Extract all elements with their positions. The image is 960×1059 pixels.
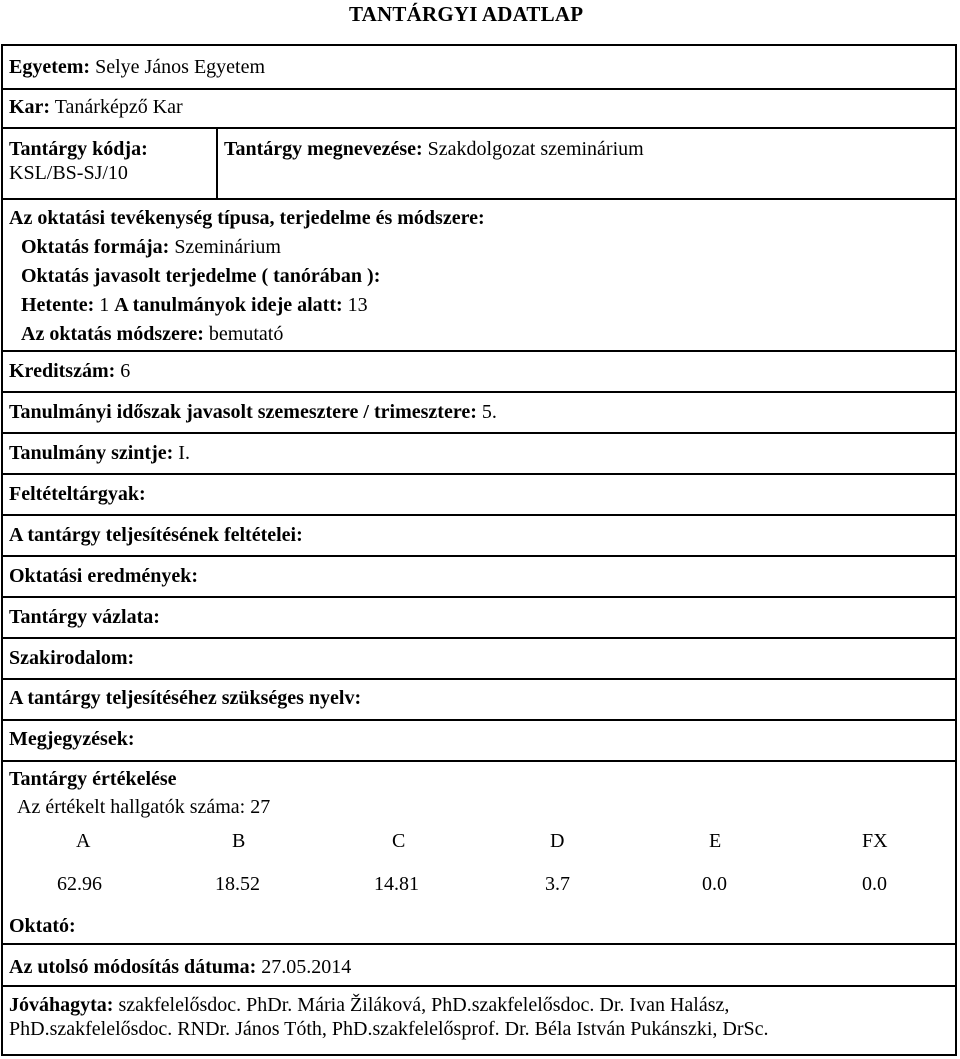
credits-field (1, 359, 130, 383)
semester-value: 5. (476, 401, 497, 423)
teaching-hours-line (21, 293, 485, 322)
total-label: A tanulmányok ideje alatt: (114, 294, 343, 316)
conditions-field (1, 523, 303, 547)
outcomes-field (1, 564, 198, 588)
method-value: bemutató (203, 323, 284, 345)
approved-label: Jóváhagyta: (9, 994, 114, 1016)
course-name-value: Szakdolgozat szeminárium (422, 138, 644, 160)
divider (1, 391, 957, 393)
weekly-label: Hetente: (21, 294, 95, 316)
grade-percentage: 0.0 (702, 873, 727, 895)
divider (1, 596, 957, 598)
divider (1, 432, 957, 434)
course-code-value: KSL/BS-SJ/10 (9, 162, 128, 184)
divider (1, 198, 957, 200)
grade-percentage: 18.52 (215, 873, 260, 895)
divider (1, 678, 957, 680)
university-field (1, 55, 265, 79)
weekly-value: 1 (94, 294, 115, 316)
grade-letter: C (392, 830, 406, 852)
divider (1, 127, 957, 129)
evaluation-heading: Tantárgy értékelése (9, 768, 177, 790)
course-code-field (1, 137, 148, 185)
grade-letter: D (550, 830, 565, 852)
divider (1, 88, 957, 90)
notes-field (1, 727, 135, 751)
grade-letter: B (232, 830, 246, 852)
teaching-section (1, 206, 485, 351)
semester-field (1, 400, 497, 424)
approved-value-line1: szakfelelősdoc. PhDr. Mária Žiláková, PhD.szakfelelősdoc. Dr. Ivan Halász, (113, 994, 730, 1016)
grade-percentage: 62.96 (57, 873, 102, 895)
literature-field (1, 646, 134, 670)
teaching-method-line (21, 322, 485, 351)
divider (1, 555, 957, 557)
course-code-label: Tantárgy kódja: (9, 138, 148, 160)
course-name-label: Tantárgy megnevezése: (224, 138, 423, 160)
method-label: Az oktatás módszere: (21, 323, 204, 345)
grade-letter: E (709, 830, 722, 852)
language-label: A tantárgy teljesítéséhez szükséges nyelv: (9, 687, 362, 709)
level-label: Tanulmány szintje: (9, 442, 174, 464)
teaching-scope-label: Oktatás javasolt terjedelme ( tanórában ): (21, 265, 381, 287)
literature-label: Szakirodalom: (9, 647, 135, 669)
teaching-form-label: Oktatás formája: (21, 236, 170, 258)
instructor-field (1, 914, 76, 938)
approved-field (1, 993, 949, 1041)
level-value: I. (173, 442, 190, 464)
language-field (1, 686, 361, 710)
evaluated-count: Az értékelt hallgatók száma: 27 (17, 796, 271, 818)
approved-value-line2: PhD.szakfelelősdoc. RNDr. János Tóth, PhD.szakfelelősprof. Dr. Béla István Pukánszki, DrSc. (9, 1018, 769, 1040)
grade-percentage: 0.0 (862, 873, 887, 895)
prerequisites-field (1, 482, 146, 506)
faculty-value: Tanárképző Kar (50, 96, 183, 118)
last-modified-label: Az utolsó módosítás dátuma: (9, 956, 257, 978)
semester-label: Tanulmányi időszak javasolt szemesztere / trimesztere: (9, 401, 477, 423)
divider (1, 637, 957, 639)
prerequisites-label: Feltételtárgyak: (9, 483, 146, 505)
last-modified-field (1, 955, 351, 979)
divider (1, 350, 957, 352)
teaching-form-line (21, 235, 485, 264)
outcomes-label: Oktatási eredmények: (9, 565, 199, 587)
divider (1, 943, 957, 945)
divider (1, 760, 957, 762)
level-field (1, 441, 190, 465)
credits-value: 6 (115, 360, 131, 382)
faculty-field (1, 95, 183, 119)
grade-percentage: 3.7 (545, 873, 570, 895)
course-name-field (216, 137, 644, 161)
divider (1, 985, 957, 987)
conditions-label: A tantárgy teljesítésének feltételei: (9, 524, 303, 546)
outline-field (1, 605, 160, 629)
divider (1, 473, 957, 475)
teaching-heading: Az oktatási tevékenység típusa, terjedelme és módszere: (9, 207, 485, 229)
divider (1, 514, 957, 516)
instructor-label: Oktató: (9, 915, 76, 937)
university-label: Egyetem: (9, 56, 91, 78)
course-sheet-frame (1, 44, 957, 1056)
total-value: 13 (342, 294, 368, 316)
divider (1, 719, 957, 721)
credits-label: Kreditszám: (9, 360, 116, 382)
notes-label: Megjegyzések: (9, 728, 135, 750)
teaching-form-value: Szeminárium (169, 236, 281, 258)
grade-letter: FX (862, 830, 888, 852)
university-value: Selye János Egyetem (90, 56, 266, 78)
outline-label: Tantárgy vázlata: (9, 606, 160, 628)
document-title: TANTÁRGYI ADATLAP (349, 2, 584, 26)
grade-percentage: 14.81 (374, 873, 419, 895)
grade-letter: A (76, 830, 91, 852)
faculty-label: Kar: (9, 96, 51, 118)
last-modified-value: 27.05.2014 (256, 956, 352, 978)
